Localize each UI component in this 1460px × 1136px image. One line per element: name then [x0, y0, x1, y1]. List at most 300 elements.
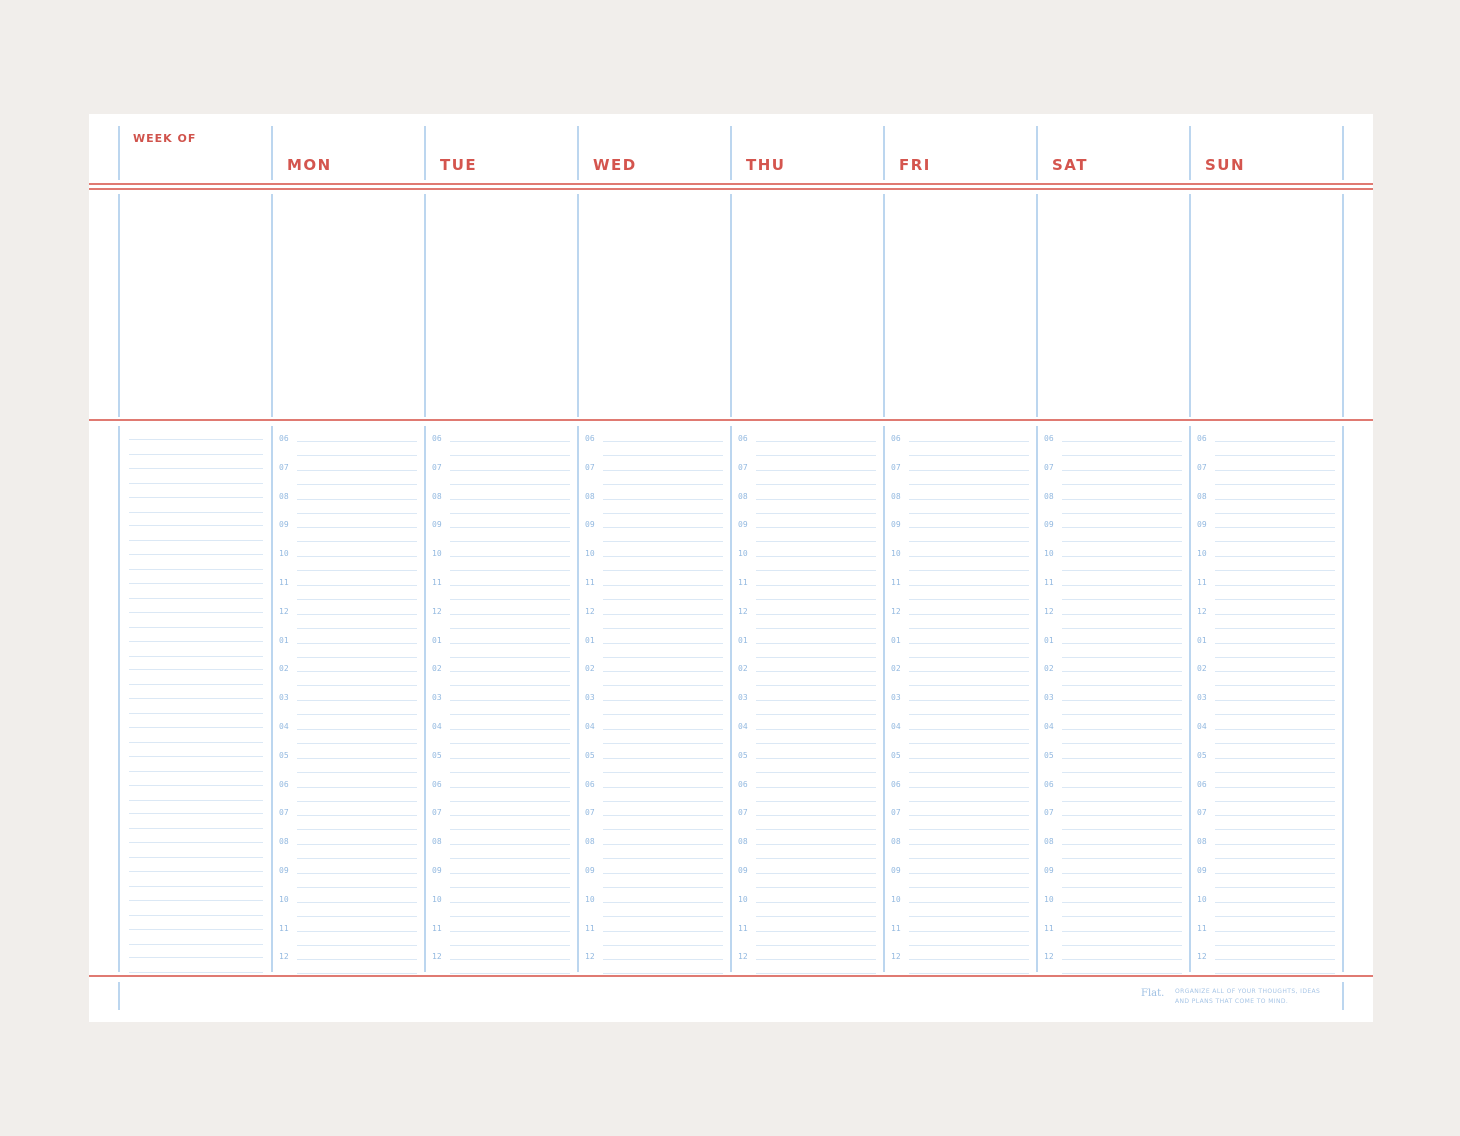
hour-label: 07	[585, 808, 595, 818]
hour-label: 06	[1197, 779, 1207, 789]
hour-line	[1062, 671, 1182, 672]
hour-label: 10	[279, 549, 289, 559]
column-separator	[271, 426, 273, 972]
hour-line	[756, 931, 876, 932]
notes-line	[129, 641, 263, 642]
hour-line	[1062, 758, 1182, 759]
half-hour-line	[909, 714, 1029, 715]
hour-line	[297, 585, 417, 586]
half-hour-line	[450, 829, 570, 830]
half-hour-line	[1215, 829, 1335, 830]
hour-label: 06	[1197, 434, 1207, 443]
hour-line	[603, 959, 723, 960]
hour-label: 07	[585, 462, 595, 472]
hour-label: 07	[1197, 462, 1207, 472]
half-hour-line	[1062, 599, 1182, 600]
half-hour-line	[1062, 657, 1182, 658]
hour-label: 06	[1044, 434, 1054, 443]
hour-line	[756, 614, 876, 615]
notes-divider	[89, 419, 1373, 421]
hour-label: 09	[585, 520, 595, 530]
half-hour-line	[756, 541, 876, 542]
hour-line	[450, 527, 570, 528]
hour-label: 09	[279, 520, 289, 530]
hour-label: 09	[279, 866, 289, 875]
hour-line	[450, 671, 570, 672]
column-separator	[118, 982, 120, 1010]
hour-line	[1062, 844, 1182, 845]
hour-line	[297, 815, 417, 816]
hour-label: 04	[738, 722, 748, 731]
notes-line	[129, 900, 263, 901]
brand-logo: Flat.	[1141, 988, 1165, 999]
hour-label: 08	[891, 491, 901, 501]
hour-line	[450, 931, 570, 932]
hour-label: 12	[1044, 606, 1054, 616]
half-hour-line	[1062, 829, 1182, 830]
hour-line	[603, 700, 723, 701]
hour-line	[297, 931, 417, 932]
hour-label: 06	[432, 779, 442, 789]
hour-label: 04	[279, 722, 289, 731]
half-hour-line	[1062, 685, 1182, 686]
hour-line	[756, 527, 876, 528]
hour-line	[297, 441, 417, 442]
half-hour-line	[1062, 484, 1182, 485]
half-hour-line	[603, 772, 723, 773]
notes-line	[129, 454, 263, 455]
hour-line	[297, 787, 417, 788]
hour-label: 04	[432, 722, 442, 731]
hour-label: 08	[738, 491, 748, 501]
hour-label: 11	[585, 578, 595, 587]
hour-line	[1062, 815, 1182, 816]
column-separator	[1036, 126, 1038, 180]
half-hour-line	[297, 743, 417, 744]
half-hour-line	[909, 858, 1029, 859]
half-hour-line	[909, 455, 1029, 456]
hour-line	[1215, 844, 1335, 845]
hour-label: 10	[891, 894, 901, 904]
hour-label: 07	[891, 808, 901, 818]
half-hour-line	[909, 541, 1029, 542]
hour-label: 03	[891, 693, 901, 703]
hour-line	[297, 470, 417, 471]
hour-line	[297, 643, 417, 644]
hour-line	[450, 844, 570, 845]
hour-line	[450, 470, 570, 471]
half-hour-line	[450, 484, 570, 485]
hour-label: 11	[1197, 923, 1207, 933]
hour-label: 07	[279, 808, 289, 818]
half-hour-line	[603, 973, 723, 974]
half-hour-line	[756, 513, 876, 514]
hour-label: 02	[432, 664, 442, 674]
header-divider-bottom	[89, 188, 1373, 190]
hour-line	[1215, 441, 1335, 442]
hour-label: 08	[432, 491, 442, 501]
column-separator	[1342, 982, 1344, 1010]
notes-line	[129, 886, 263, 887]
column-separator	[577, 194, 579, 417]
notes-line	[129, 554, 263, 555]
notes-line	[129, 957, 263, 958]
hour-label: 11	[891, 923, 901, 933]
half-hour-line	[297, 541, 417, 542]
half-hour-line	[450, 858, 570, 859]
hour-label: 12	[585, 952, 595, 962]
hour-label: 11	[432, 923, 442, 933]
notes-line	[129, 598, 263, 599]
notes-line	[129, 713, 263, 714]
hour-label: 06	[585, 434, 595, 443]
hour-label: 05	[1044, 750, 1054, 760]
half-hour-line	[1062, 801, 1182, 802]
hour-label: 08	[1044, 837, 1054, 847]
half-hour-line	[909, 829, 1029, 830]
half-hour-line	[297, 887, 417, 888]
hour-label: 04	[891, 722, 901, 731]
notes-line	[129, 756, 263, 757]
hour-line	[756, 700, 876, 701]
hour-label: 12	[1197, 952, 1207, 962]
half-hour-line	[756, 685, 876, 686]
hour-label: 12	[585, 606, 595, 616]
half-hour-line	[1215, 484, 1335, 485]
hour-line	[603, 441, 723, 442]
notes-line	[129, 727, 263, 728]
half-hour-line	[756, 829, 876, 830]
hour-line	[1215, 643, 1335, 644]
half-hour-line	[297, 801, 417, 802]
half-hour-line	[756, 801, 876, 802]
hour-line	[603, 643, 723, 644]
hour-line	[756, 959, 876, 960]
notes-line	[129, 612, 263, 613]
hour-line	[450, 787, 570, 788]
half-hour-line	[1215, 801, 1335, 802]
hour-label: 11	[432, 578, 442, 587]
notes-line	[129, 497, 263, 498]
notes-line	[129, 929, 263, 930]
hour-line	[756, 671, 876, 672]
hour-label: 11	[585, 923, 595, 933]
hour-label: 08	[432, 837, 442, 847]
hour-line	[297, 556, 417, 557]
hour-line	[297, 758, 417, 759]
hour-line	[756, 844, 876, 845]
hour-line	[1215, 758, 1335, 759]
half-hour-line	[603, 743, 723, 744]
day-label-wed: WED	[593, 156, 637, 174]
hour-label: 10	[738, 549, 748, 559]
half-hour-line	[1215, 743, 1335, 744]
hour-line	[603, 499, 723, 500]
hour-line	[1215, 700, 1335, 701]
notes-line	[129, 828, 263, 829]
hour-line	[297, 614, 417, 615]
half-hour-line	[909, 973, 1029, 974]
hour-label: 12	[738, 952, 748, 962]
hour-line	[909, 470, 1029, 471]
notes-line	[129, 569, 263, 570]
half-hour-line	[756, 657, 876, 658]
half-hour-line	[909, 628, 1029, 629]
hour-label: 01	[279, 635, 289, 645]
hour-line	[1062, 931, 1182, 932]
half-hour-line	[603, 801, 723, 802]
hour-line	[297, 873, 417, 874]
half-hour-line	[1062, 772, 1182, 773]
hour-label: 06	[279, 779, 289, 789]
hour-line	[909, 844, 1029, 845]
hour-line	[297, 527, 417, 528]
hour-label: 10	[738, 894, 748, 904]
hour-label: 05	[432, 750, 442, 760]
hour-line	[603, 758, 723, 759]
weekly-planner-sheet	[89, 114, 1373, 1022]
notes-line	[129, 468, 263, 469]
hour-label: 02	[1197, 664, 1207, 674]
hour-line	[1062, 499, 1182, 500]
hour-line	[1215, 729, 1335, 730]
hour-line	[1215, 902, 1335, 903]
hour-label: 07	[279, 462, 289, 472]
half-hour-line	[1062, 916, 1182, 917]
hour-line	[1215, 585, 1335, 586]
hour-label: 06	[891, 434, 901, 443]
column-separator	[118, 194, 120, 417]
half-hour-line	[756, 916, 876, 917]
hour-line	[909, 556, 1029, 557]
half-hour-line	[1062, 570, 1182, 571]
half-hour-line	[1215, 455, 1335, 456]
hour-line	[1062, 643, 1182, 644]
half-hour-line	[603, 685, 723, 686]
hour-label: 05	[279, 750, 289, 760]
column-separator	[577, 126, 579, 180]
hour-label: 01	[738, 635, 748, 645]
notes-line	[129, 813, 263, 814]
hour-label: 12	[738, 606, 748, 616]
header-divider-top	[89, 183, 1373, 185]
half-hour-line	[756, 714, 876, 715]
hour-line	[1062, 959, 1182, 960]
notes-line	[129, 669, 263, 670]
hour-line	[603, 787, 723, 788]
hour-line	[603, 556, 723, 557]
hour-line	[450, 441, 570, 442]
hour-line	[603, 931, 723, 932]
column-separator	[577, 426, 579, 972]
hour-label: 05	[1197, 750, 1207, 760]
hour-line	[297, 499, 417, 500]
hour-line	[909, 931, 1029, 932]
half-hour-line	[297, 685, 417, 686]
hour-label: 10	[279, 894, 289, 904]
hour-label: 10	[1044, 549, 1054, 559]
hour-label: 03	[432, 693, 442, 703]
hour-label: 10	[891, 549, 901, 559]
half-hour-line	[297, 714, 417, 715]
hour-label: 01	[1044, 635, 1054, 645]
hour-line	[756, 729, 876, 730]
hour-label: 07	[891, 462, 901, 472]
half-hour-line	[1215, 599, 1335, 600]
half-hour-line	[1062, 455, 1182, 456]
hour-label: 09	[738, 866, 748, 875]
notes-line	[129, 842, 263, 843]
notes-line	[129, 439, 263, 440]
hour-label: 08	[1197, 837, 1207, 847]
hour-label: 09	[891, 866, 901, 875]
half-hour-line	[1062, 858, 1182, 859]
hour-line	[909, 499, 1029, 500]
half-hour-line	[756, 945, 876, 946]
hour-line	[1215, 614, 1335, 615]
hour-label: 04	[585, 722, 595, 731]
half-hour-line	[1062, 541, 1182, 542]
hour-line	[450, 585, 570, 586]
notes-line	[129, 627, 263, 628]
hour-line	[756, 499, 876, 500]
half-hour-line	[1062, 628, 1182, 629]
half-hour-line	[909, 743, 1029, 744]
hour-label: 01	[1197, 635, 1207, 645]
column-separator	[883, 426, 885, 972]
half-hour-line	[1062, 513, 1182, 514]
hour-label: 09	[1044, 866, 1054, 875]
column-separator	[118, 426, 120, 972]
hour-line	[603, 902, 723, 903]
column-separator	[1189, 194, 1191, 417]
half-hour-line	[909, 570, 1029, 571]
half-hour-line	[603, 916, 723, 917]
half-hour-line	[603, 657, 723, 658]
hour-line	[909, 873, 1029, 874]
hour-label: 08	[585, 837, 595, 847]
half-hour-line	[450, 455, 570, 456]
half-hour-line	[450, 743, 570, 744]
hour-line	[297, 902, 417, 903]
hour-line	[756, 585, 876, 586]
column-separator	[1189, 426, 1191, 972]
half-hour-line	[909, 657, 1029, 658]
half-hour-line	[297, 973, 417, 974]
half-hour-line	[1215, 916, 1335, 917]
half-hour-line	[603, 484, 723, 485]
column-separator	[730, 194, 732, 417]
column-separator	[271, 126, 273, 180]
hour-label: 04	[1197, 722, 1207, 731]
half-hour-line	[450, 945, 570, 946]
hour-line	[756, 787, 876, 788]
hour-line	[909, 441, 1029, 442]
half-hour-line	[756, 858, 876, 859]
hour-label: 12	[1197, 606, 1207, 616]
hour-line	[1215, 499, 1335, 500]
hour-line	[450, 959, 570, 960]
hour-line	[603, 844, 723, 845]
hour-label: 12	[432, 606, 442, 616]
hour-label: 11	[1044, 578, 1054, 587]
half-hour-line	[603, 570, 723, 571]
notes-line	[129, 915, 263, 916]
half-hour-line	[1215, 772, 1335, 773]
hour-label: 11	[279, 578, 289, 587]
hour-label: 05	[891, 750, 901, 760]
hour-label: 04	[1044, 722, 1054, 731]
half-hour-line	[756, 887, 876, 888]
hour-line	[756, 815, 876, 816]
hour-label: 09	[738, 520, 748, 530]
hour-label: 09	[432, 866, 442, 875]
hour-line	[603, 729, 723, 730]
half-hour-line	[756, 743, 876, 744]
day-label-sun: SUN	[1205, 156, 1246, 174]
half-hour-line	[1215, 657, 1335, 658]
half-hour-line	[603, 513, 723, 514]
hour-line	[450, 700, 570, 701]
hour-label: 03	[738, 693, 748, 703]
notes-line	[129, 698, 263, 699]
column-separator	[424, 194, 426, 417]
notes-line	[129, 742, 263, 743]
hour-label: 03	[1197, 693, 1207, 703]
hour-label: 11	[1197, 578, 1207, 587]
week-of-label: WEEK OF	[133, 132, 197, 145]
hour-label: 06	[891, 779, 901, 789]
half-hour-line	[450, 714, 570, 715]
hour-line	[1062, 614, 1182, 615]
hour-line	[1062, 470, 1182, 471]
hour-line	[909, 700, 1029, 701]
half-hour-line	[1215, 628, 1335, 629]
hour-label: 02	[279, 664, 289, 674]
column-separator	[730, 126, 732, 180]
hour-label: 09	[585, 866, 595, 875]
hour-line	[1062, 527, 1182, 528]
hour-label: 08	[279, 491, 289, 501]
hour-line	[1215, 556, 1335, 557]
column-separator	[118, 126, 120, 180]
hour-label: 10	[1197, 549, 1207, 559]
hour-label: 09	[1197, 520, 1207, 530]
hour-line	[1062, 700, 1182, 701]
hour-line	[1062, 729, 1182, 730]
half-hour-line	[756, 484, 876, 485]
half-hour-line	[450, 916, 570, 917]
hour-label: 07	[432, 808, 442, 818]
hour-label: 02	[585, 664, 595, 674]
hour-line	[756, 873, 876, 874]
notes-line	[129, 800, 263, 801]
hour-label: 07	[432, 462, 442, 472]
hour-line	[603, 470, 723, 471]
half-hour-line	[603, 599, 723, 600]
half-hour-line	[756, 599, 876, 600]
hour-line	[450, 643, 570, 644]
half-hour-line	[603, 628, 723, 629]
hour-line	[1062, 556, 1182, 557]
hour-label: 08	[1044, 491, 1054, 501]
hour-label: 06	[738, 434, 748, 443]
hour-label: 06	[432, 434, 442, 443]
hour-label: 01	[891, 635, 901, 645]
brand-tagline: ORGANIZE ALL OF YOUR THOUGHTS, IDEAS AND PLANS THAT COME TO MIND.	[1175, 988, 1321, 1005]
hour-line	[909, 585, 1029, 586]
column-separator	[424, 126, 426, 180]
